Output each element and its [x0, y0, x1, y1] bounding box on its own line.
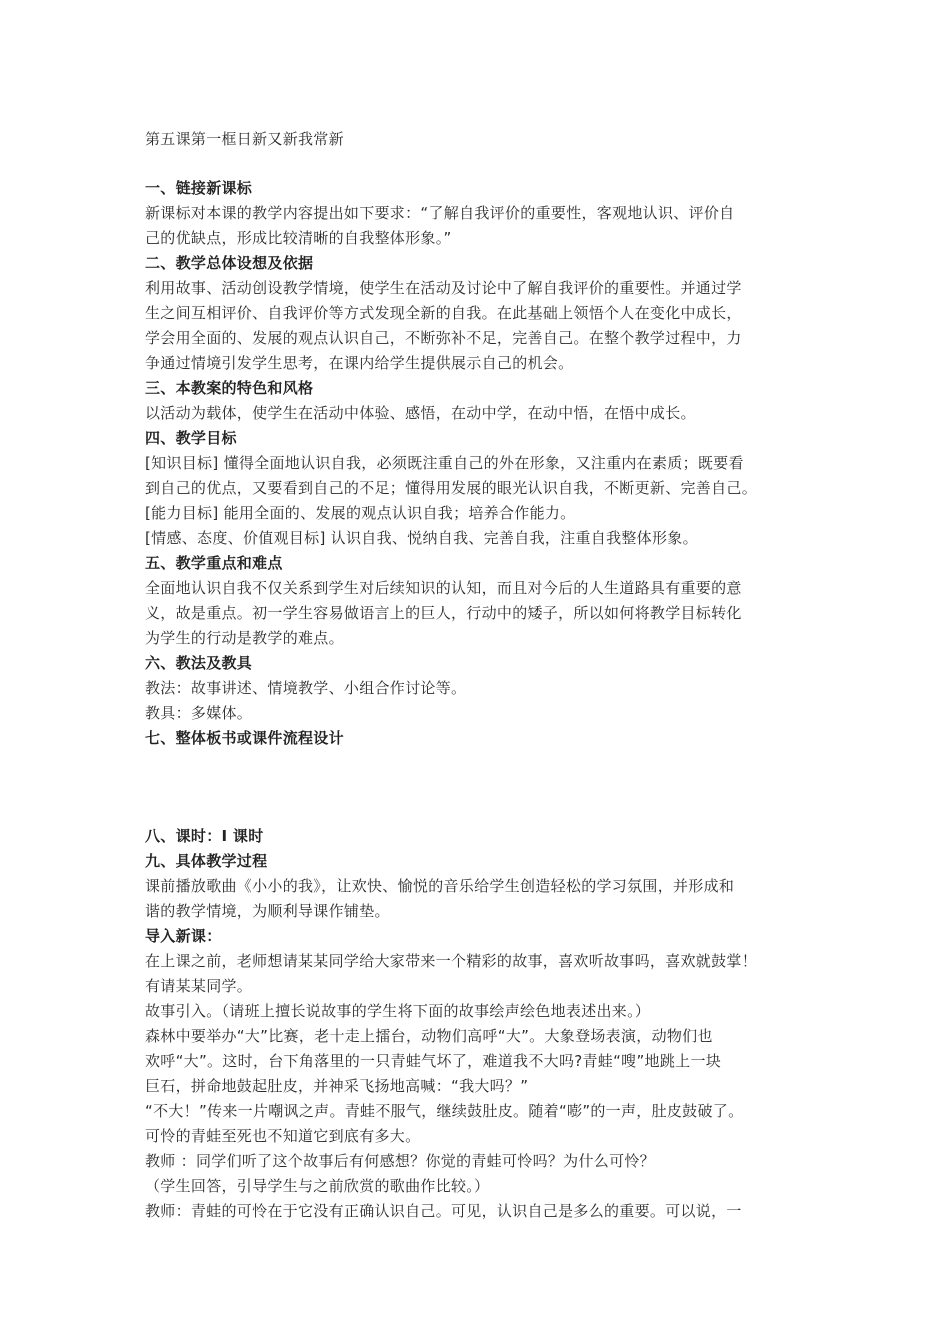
paragraph-line: [情感、态度、价值观目标] 认识自我、悦纳自我、完善自我，注重自我整体形象。 — [145, 529, 698, 547]
paragraph-line: 课前播放歌曲《小小的我》，让欢快、愉悦的音乐给学生创造轻松的学习氛围，并形成和 — [145, 877, 735, 895]
paragraph-line: 有请某某同学。 — [145, 977, 253, 995]
section-4-heading: 四、教学目标 — [145, 429, 237, 447]
paragraph-line: 欢呼“大”。这时，台下角落里的一只青蛙气坏了，难道我不大吗?青蛙“嗖”地跳上一块 — [145, 1052, 722, 1070]
paragraph-line: 为学生的行动是教学的难点。 — [145, 629, 344, 647]
section-8-heading: 八、课时：I 课时 — [145, 827, 264, 845]
paragraph-line: 利用故事、活动创设教学情境，使学生在活动及讨论中了解自我评价的重要性。并通过学 — [145, 279, 742, 297]
paragraph-line: （学生回答，引导学生与之前欣赏的歌曲作比较。） — [145, 1177, 490, 1195]
section-1-heading: 一、链接新课标 — [145, 179, 253, 197]
paragraph-line: 新课标对本课的教学内容提出如下要求：“了解自我评价的重要性，客观地认识、评价自 — [145, 204, 735, 222]
paragraph-line: 可怜的青蛙至死也不知道它到底有多大。 — [145, 1127, 421, 1145]
section-6-heading: 六、教法及教具 — [145, 654, 253, 672]
paragraph-line: 义，故是重点。初一学生容易做语言上的巨人，行动中的矮子，所以如何将教学目标转化 — [145, 604, 742, 622]
paragraph-line: 故事引入。（请班上擅长说故事的学生将下面的故事绘声绘色地表述出来。） — [145, 1002, 651, 1020]
section-5-heading: 五、教学重点和难点 — [145, 554, 283, 572]
section-3-heading: 三、本教案的特色和风格 — [145, 379, 314, 397]
paragraph-line: 生之间互相评价、自我评价等方式发现全新的自我。在此基础上领悟个人在变化中成长， — [145, 304, 742, 322]
paragraph-line: 己的优缺点，形成比较清晰的自我整体形象。” — [145, 229, 452, 247]
paragraph-line: 以活动为载体，使学生在活动中体验、感悟，在动中学，在动中悟，在悟中成长。 — [145, 404, 696, 422]
paragraph-line: 全面地认识自我不仅关系到学生对后续知识的认知，而且对今后的人生道路具有重要的意 — [145, 579, 742, 597]
paragraph-line: 谐的教学情境，为顺利导课作铺垫。 — [145, 902, 390, 920]
section-9-heading: 九、具体教学过程 — [145, 852, 268, 870]
section-7-heading: 七、整体板书或课件流程设计 — [145, 729, 344, 747]
paragraph-line: [能力目标] 能用全面的、发展的观点认识自我；培养合作能力。 — [145, 504, 576, 522]
paragraph-line: 到自己的优点，又要看到自己的不足；懂得用发展的眼光认识自我，不断更新、完善自己。 — [145, 479, 758, 497]
paragraph-line: 教法：故事讲述、情境教学、小组合作讨论等。 — [145, 679, 467, 697]
paragraph-line: [知识目标] 懂得全面地认识自我，必须既注重自己的外在形象，又注重内在素质；既要看 — [145, 454, 744, 472]
paragraph-line: 森林中要举办“大”比赛，老十走上擂台，动物们高呼“大”。大象登场表演，动物们也 — [145, 1027, 713, 1045]
paragraph-line: 教师：青蛙的可怜在于它没有正确认识自己。可见，认识自己是多么的重要。可以说，一 — [145, 1202, 742, 1220]
lesson-title: 第五课第一框日新又新我常新 — [145, 130, 344, 148]
paragraph-line: 在上课之前，老师想请某某同学给大家带来一个精彩的故事，喜欢听故事吗，喜欢就鼓掌！ — [145, 952, 758, 970]
paragraph-line: 争通过情境引发学生思考，在课内给学生提供展示自己的机会。 — [145, 354, 574, 372]
paragraph-line: 教具：多媒体。 — [145, 704, 253, 722]
paragraph-line: 学会用全面的、发展的观点认识自己，不断弥补不足，完善自己。在整个教学过程中，力 — [145, 329, 742, 347]
paragraph-line: 巨石，拼命地鼓起肚皮，并神采飞扬地高喊：“我大吗？” — [145, 1077, 529, 1095]
paragraph-line: 教师 ：同学们听了这个故事后有何感想？你觉的青蛙可怜吗？为什么可怜？ — [145, 1152, 655, 1170]
paragraph-line: “不大！”传来一片嘲讽之声。青蛙不服气，继续鼓肚皮。随着“嘭”的一声，肚皮鼓破了。 — [145, 1102, 744, 1120]
section-2-heading: 二、教学总体设想及依据 — [145, 254, 314, 272]
intro-heading: 导入新课： — [145, 927, 222, 945]
